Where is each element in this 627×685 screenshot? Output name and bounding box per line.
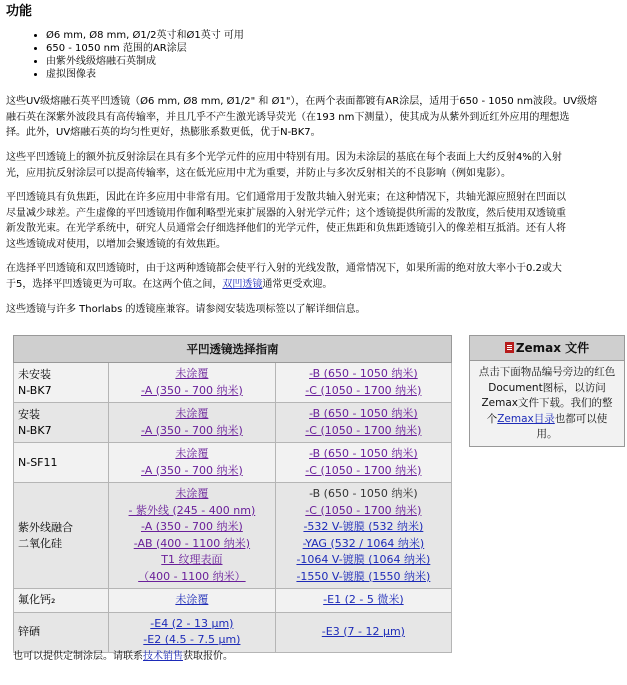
- feature-item: • 由紫外线级熔融石英制成: [46, 55, 244, 68]
- feature-item: • 虚拟图像表: [46, 68, 244, 81]
- description-paragraph-3: [6, 190, 627, 252]
- description-paragraph-2: [6, 150, 627, 181]
- zemax-description: [470, 361, 624, 447]
- text-line: 光，应用抗反射涂层可以提高传输率，这在低光应用中尤为重要，并防止与多次反射相关的不良影响（例如鬼影）。: [6, 167, 511, 179]
- table-row: [14, 589, 452, 613]
- coating-cell: [275, 403, 451, 443]
- label-line: N-BK7: [18, 383, 52, 397]
- feature-item: • Ø6 mm, Ø8 mm, Ø1/2英寸和Ø1英寸 可用: [46, 29, 244, 42]
- coating-link[interactable]: T1 纹理表面: [161, 553, 223, 566]
- text-line: 新发散光束。在光学系统中，研究人员通常会仔细选择他们的光学元件，使正焦距和负焦距透镜引入的像差相互抵消。还有人将: [6, 223, 566, 234]
- coating-link[interactable]: -A (350 - 700 纳米): [140, 423, 243, 437]
- text-line: [6, 277, 627, 293]
- coating-link[interactable]: -A (350 - 700 纳米): [140, 383, 243, 397]
- coating-cell: [275, 443, 451, 483]
- coating-link[interactable]: -AB (400 - 1100 纳米): [133, 536, 251, 550]
- zemax-files-box: [469, 335, 625, 447]
- table-row: [14, 612, 452, 652]
- coating-link[interactable]: 未涂覆: [175, 593, 209, 606]
- text-line: 这些UV级熔融石英平凹透镜（Ø6 mm, Ø8 mm, Ø1/2" 和 Ø1"），在两个表面都镀有AR涂层，适用于650 - 1050 nm波段。UV级熔: [6, 96, 598, 107]
- text-fragment: 也可以提供定制涂层。请联系: [13, 651, 143, 662]
- coating-link[interactable]: -1064 V-镀膜 (1064 纳米): [296, 553, 431, 566]
- label-line: 紫外线融合: [18, 520, 73, 534]
- text-line: 在选择平凹透镜和双凹透镜时，由于这两种透镜都会使平行入射的光线发散，通常情况下，如果所需的绝对放大率小于0.2或大: [6, 263, 562, 274]
- features-heading: 功能: [6, 4, 33, 19]
- features-list: [30, 29, 244, 81]
- coating-link[interactable]: （400 - 1100 纳米）: [138, 569, 246, 583]
- row-label: [14, 363, 109, 403]
- label-line: N-BK7: [18, 423, 52, 437]
- coating-link[interactable]: - 紫外线 (245 - 400 nm): [128, 503, 256, 517]
- coating-cell: [109, 483, 276, 589]
- coating-link[interactable]: -C (1050 - 1700 纳米): [305, 423, 422, 437]
- table-row: [14, 363, 452, 403]
- custom-coating-note: [13, 647, 233, 662]
- coating-cell: [109, 612, 276, 652]
- text-fragment: 也都可以使用。: [536, 412, 608, 440]
- text-line: 择。此外，UV熔融石英的均匀性更好，热膨胀系数更低，优于N-BK7。: [6, 127, 321, 138]
- text-fragment: 通常更受欢迎。: [262, 278, 333, 290]
- row-label: [14, 403, 109, 443]
- text-line: 这些平凹透镜上的额外抗反射涂层在具有多个光学元件的应用中特别有用。因为未涂层的基底在每个表面上大约反射4%的入射: [6, 152, 562, 163]
- coating-link[interactable]: 未涂覆: [175, 407, 209, 420]
- label-line: 氟化钙₂: [18, 593, 56, 607]
- coating-cell: [109, 363, 276, 403]
- row-label: [14, 589, 109, 613]
- text-fragment: 点击下面物品编号旁边的红色Document图标，以访问Zemax文件下载。我们的整个: [478, 366, 616, 425]
- text-line: 尽量减少球差。产生虚像的平凹透镜用作伽利略型光束扩展器的入射光学元件；这个透镜提供所需的发散度，然后使用双透镜重: [6, 207, 566, 219]
- tech-sales-link[interactable]: 技术销售: [143, 651, 183, 662]
- coating-link[interactable]: -B (650 - 1050 纳米): [309, 407, 418, 420]
- text-fragment: 获取报价。: [183, 651, 233, 662]
- label-line: 未安装: [18, 367, 51, 381]
- description-paragraph-1: [6, 94, 627, 141]
- row-label: [14, 612, 109, 652]
- coating-link[interactable]: 未涂覆: [175, 367, 209, 380]
- zemax-catalog-link[interactable]: Zemax目录: [497, 412, 555, 425]
- text-line: 平凹透镜具有负焦距，因此在许多应用中非常有用。它们通常用于发散共轴入射光束；在这种情况下，共轴光源应照射在凹面以: [6, 192, 566, 203]
- coating-link[interactable]: -E3 (7 - 12 μm): [321, 624, 405, 638]
- coating-link[interactable]: 未涂覆: [175, 447, 209, 460]
- coating-link[interactable]: -C (1050 - 1700 纳米): [305, 463, 422, 477]
- description-paragraph-4: [6, 261, 627, 292]
- row-label: [14, 483, 109, 589]
- label-line: N-SF11: [18, 455, 58, 469]
- table-row: [14, 403, 452, 443]
- coating-link[interactable]: -C (1050 - 1700 纳米): [305, 383, 422, 397]
- label-line: 锌硒: [18, 625, 40, 638]
- coating-link[interactable]: -E4 (2 - 13 μm): [150, 616, 234, 630]
- coating-cell: [109, 403, 276, 443]
- coating-link[interactable]: -B (650 - 1050 纳米): [309, 447, 418, 460]
- coating-link[interactable]: -A (350 - 700 纳米): [140, 463, 243, 477]
- text-line: 这些透镜成对使用，以增加会聚透镜的有效焦距。: [6, 238, 226, 250]
- coating-link[interactable]: -B (650 - 1050 纳米): [309, 367, 418, 380]
- biconcave-lens-link[interactable]: 双凹透镜: [222, 278, 263, 290]
- text-fragment: 于5，选择平凹透镜更为可取。在这两个值之间，: [6, 278, 223, 290]
- label-line: 安装: [18, 407, 40, 421]
- table-row: [14, 443, 452, 483]
- document-icon: [505, 342, 514, 353]
- coating-cell: [275, 363, 451, 403]
- zemax-header: [470, 336, 624, 361]
- coating-link[interactable]: -YAG (532 / 1064 纳米): [302, 536, 425, 550]
- coating-text: -B (650 - 1050 纳米): [309, 487, 418, 500]
- coating-cell: [275, 612, 451, 652]
- table-row: [14, 483, 452, 589]
- text-line: 融石英在深紫外波段具有高传输率，并且几乎不产生激光诱导荧光（在193 nm下测量），使其成为从紫外到近红外应用的理想选: [6, 111, 570, 123]
- coating-link[interactable]: -A (350 - 700 纳米): [140, 520, 243, 533]
- coating-link[interactable]: -532 V-镀膜 (532 纳米): [303, 520, 424, 533]
- zemax-title: Zemax 文件: [515, 341, 590, 355]
- coating-link[interactable]: 未涂覆: [175, 487, 209, 500]
- coating-link[interactable]: -E1 (2 - 5 微米): [323, 593, 404, 606]
- mount-compat-paragraph: 这些透镜与许多 Thorlabs 的透镜座兼容。请参阅安装选项标签以了解详细信息。: [6, 304, 366, 315]
- coating-cell: [109, 589, 276, 613]
- coating-cell: [109, 443, 276, 483]
- coating-cell: [275, 483, 451, 589]
- label-line: 二氧化硅: [18, 536, 62, 550]
- coating-link[interactable]: -E2 (4.5 - 7.5 μm): [143, 633, 241, 646]
- coating-link[interactable]: -C (1050 - 1700 纳米): [305, 503, 422, 517]
- coating-link[interactable]: -1550 V-镀膜 (1550 纳米): [296, 569, 431, 583]
- feature-item: • 650 - 1050 nm 范围的AR涂层: [46, 42, 244, 55]
- row-label: [14, 443, 109, 483]
- coating-cell: [275, 589, 451, 613]
- selection-guide-table: [13, 335, 452, 653]
- selection-guide-title: 平凹透镜选择指南: [14, 336, 452, 363]
